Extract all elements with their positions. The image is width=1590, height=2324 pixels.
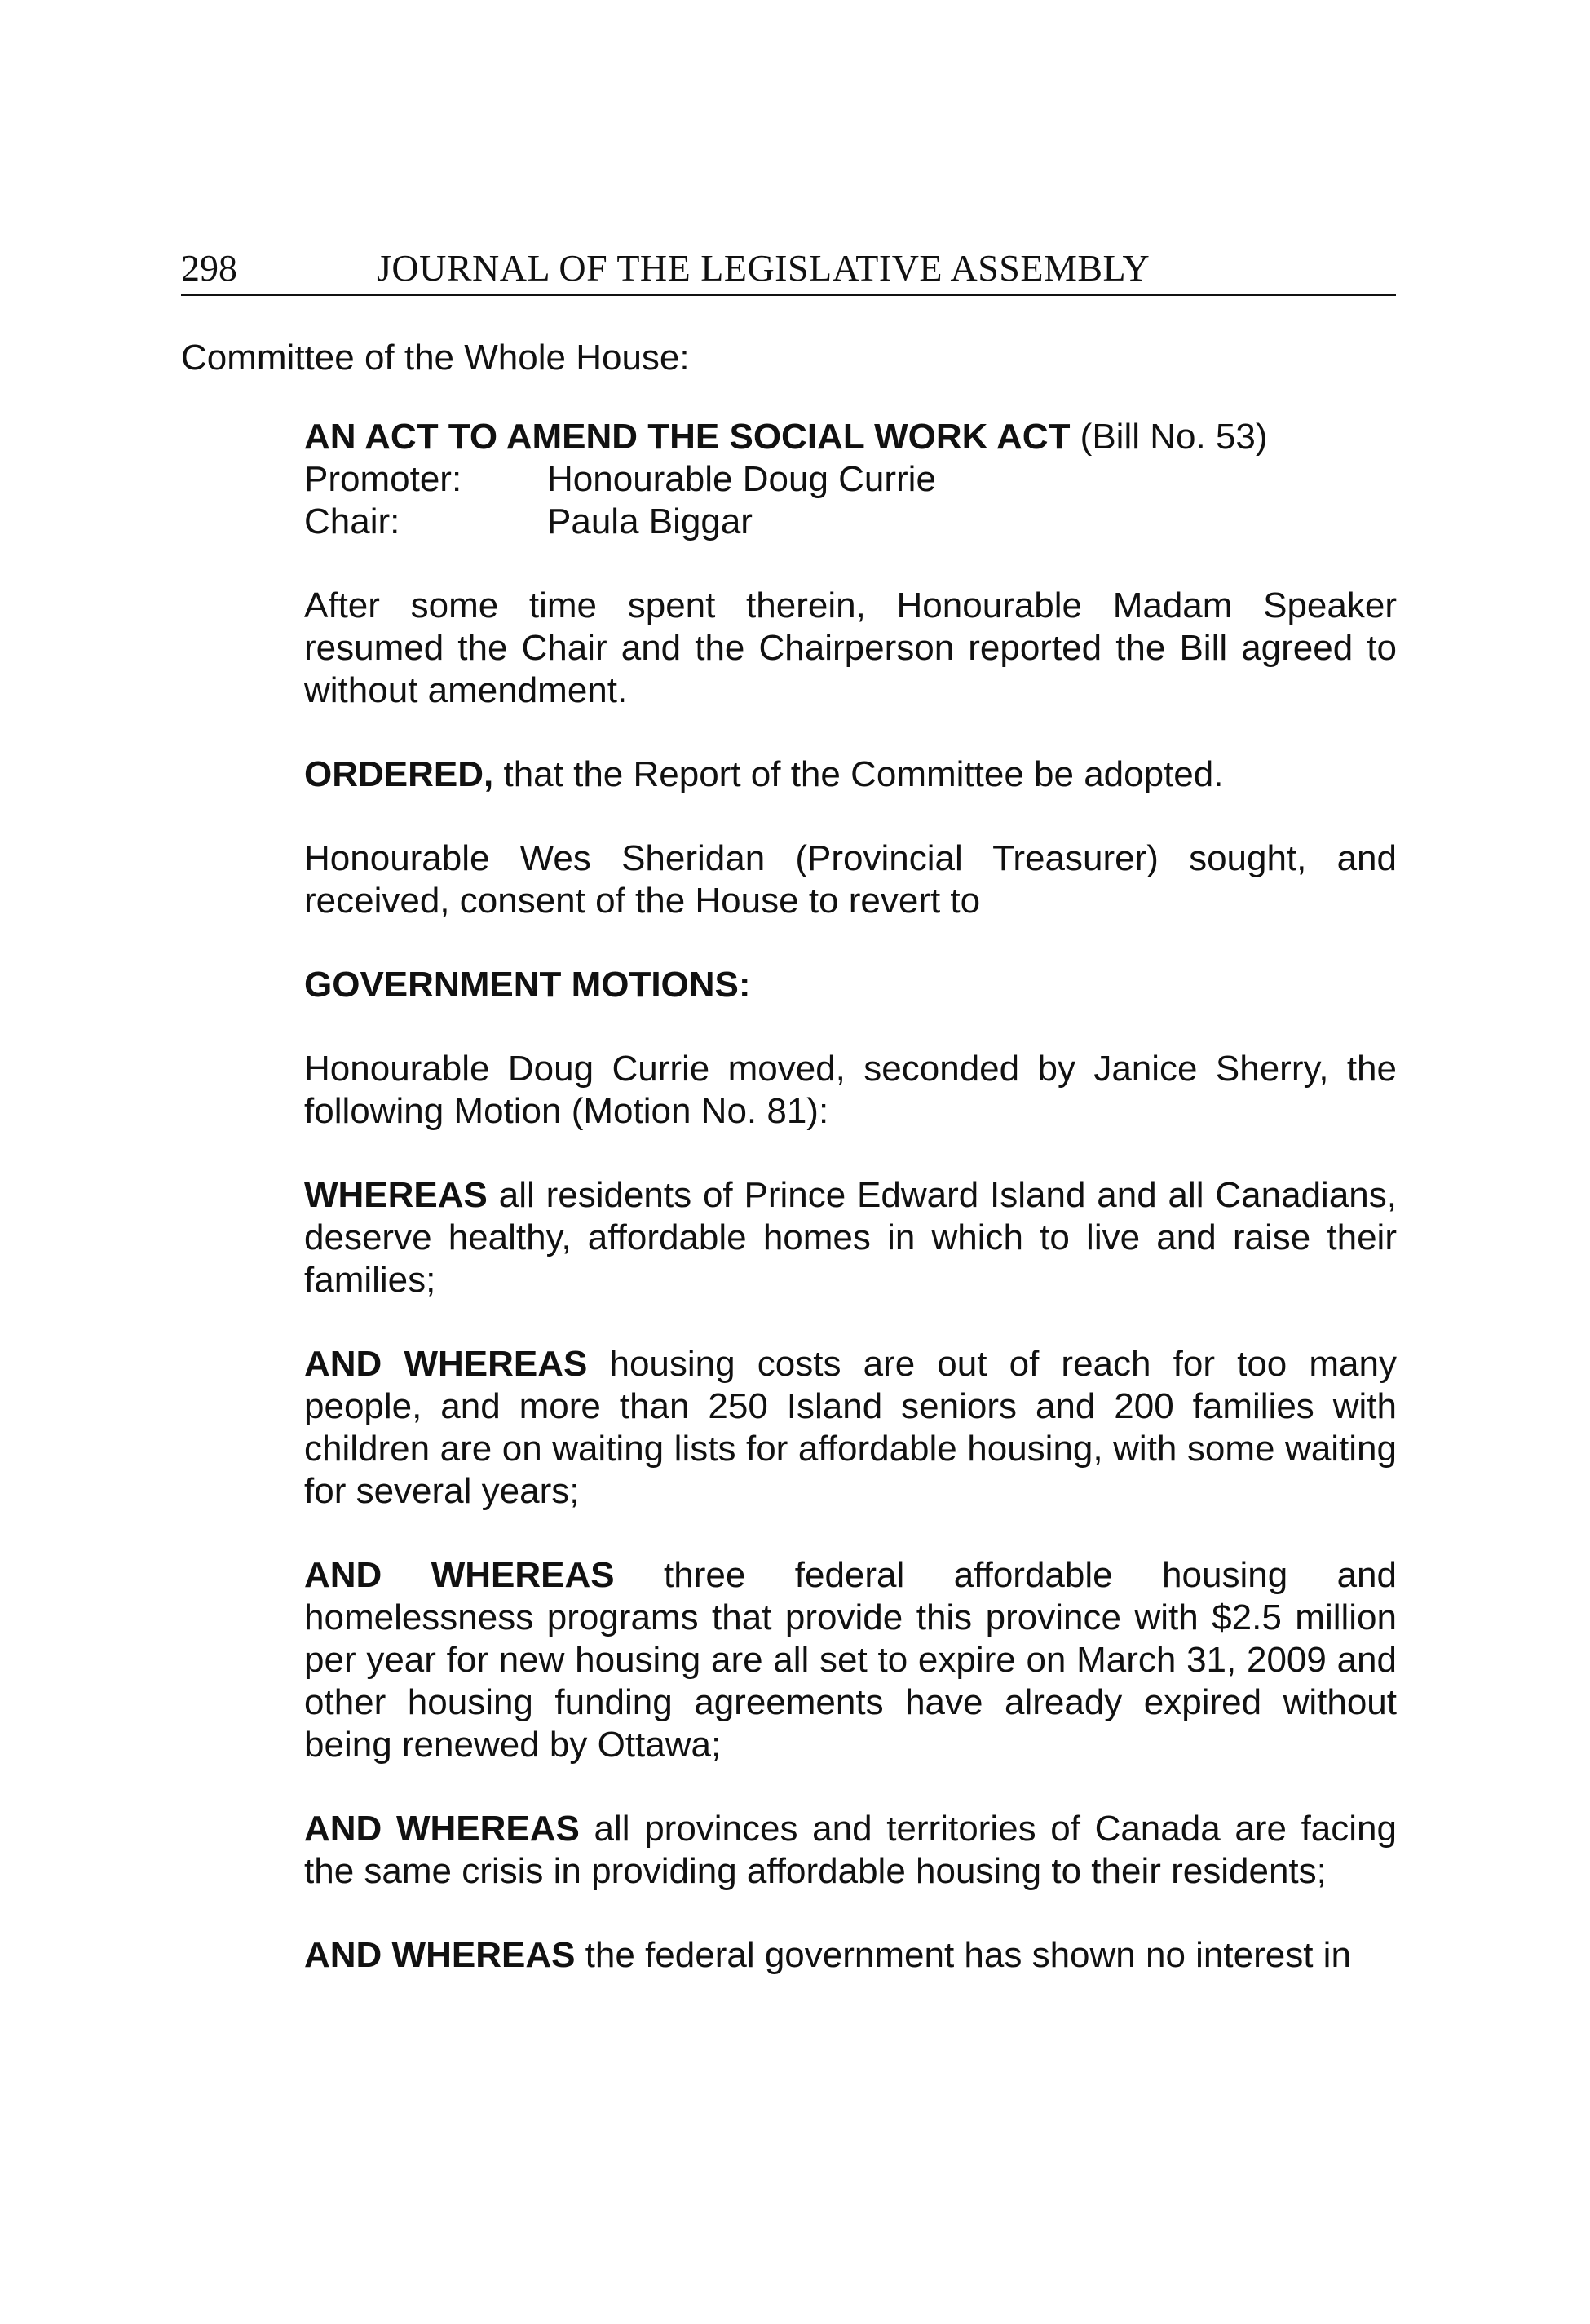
government-motions-heading: GOVERNMENT MOTIONS: [304, 965, 751, 1005]
whereas-text: all residents of Prince Edward Island and all Canadians, deserve healthy, affordable homes in which to live and raise their families; [304, 1175, 1397, 1300]
whereas-text: the federal government has shown no interest in [575, 1935, 1351, 1975]
whereas-lead: AND WHEREAS [304, 1555, 615, 1595]
whereas-text: three federal affordable housing and homelessness programs that provide this province with $2.5 million per year for new housing are all set to expire on March 31, 2009 and other housing funding agreements have already expired without being renewed by Ottawa; [304, 1555, 1397, 1765]
ordered-paragraph [304, 753, 1397, 796]
bill-title-line [304, 416, 1397, 458]
whereas-clause [304, 1808, 1397, 1893]
bill-title: AN ACT TO AMEND THE SOCIAL WORK ACT [304, 417, 1071, 457]
promoter-value: Honourable Doug Currie [547, 459, 936, 499]
page-number: 298 [181, 247, 237, 289]
revert-paragraph: Honourable Wes Sheridan (Provincial Treasurer) sought, and received, consent of the House to revert to [304, 838, 1397, 921]
whereas-lead: WHEREAS [304, 1175, 488, 1215]
committee-intro: Committee of the Whole House: [181, 338, 690, 378]
ordered-text: that the Report of the Committee be adopted. [493, 754, 1224, 794]
chair-row [304, 501, 1397, 543]
promoter-label: Promoter: [304, 459, 462, 499]
whereas-clause [304, 1554, 1397, 1766]
whereas-clause [304, 1934, 1397, 1977]
chair-label: Chair: [304, 501, 400, 541]
ordered-lead: ORDERED, [304, 754, 494, 794]
whereas-text: all provinces and territories of Canada are facing the same crisis in providing affordable housing to their residents; [304, 1809, 1397, 1891]
report-paragraph: After some time spent therein, Honourable Madam Speaker resumed the Chair and the Chairperson reported the Bill agreed to without amendment. [304, 585, 1397, 710]
whereas-lead: AND WHEREAS [304, 1809, 580, 1849]
motion-intro: Honourable Doug Currie moved, seconded by Janice Sherry, the following Motion (Motion No. 81): [304, 1049, 1397, 1131]
whereas-text: housing costs are out of reach for too many people, and more than 250 Island seniors and 200 families with children are on waiting lists for affordable housing, with some waiting for several years; [304, 1344, 1397, 1511]
journal-body [304, 416, 1397, 1977]
bill-block [304, 416, 1397, 543]
bill-number: (Bill No. 53) [1070, 417, 1268, 457]
promoter-row [304, 458, 1397, 501]
whereas-lead: AND WHEREAS [304, 1935, 576, 1975]
whereas-clause [304, 1343, 1397, 1513]
whereas-clause [304, 1174, 1397, 1301]
chair-value: Paula Biggar [547, 501, 753, 541]
running-header [181, 243, 1396, 296]
whereas-lead: AND WHEREAS [304, 1344, 588, 1384]
journal-title: JOURNAL OF THE LEGISLATIVE ASSEMBLY [377, 247, 1151, 289]
